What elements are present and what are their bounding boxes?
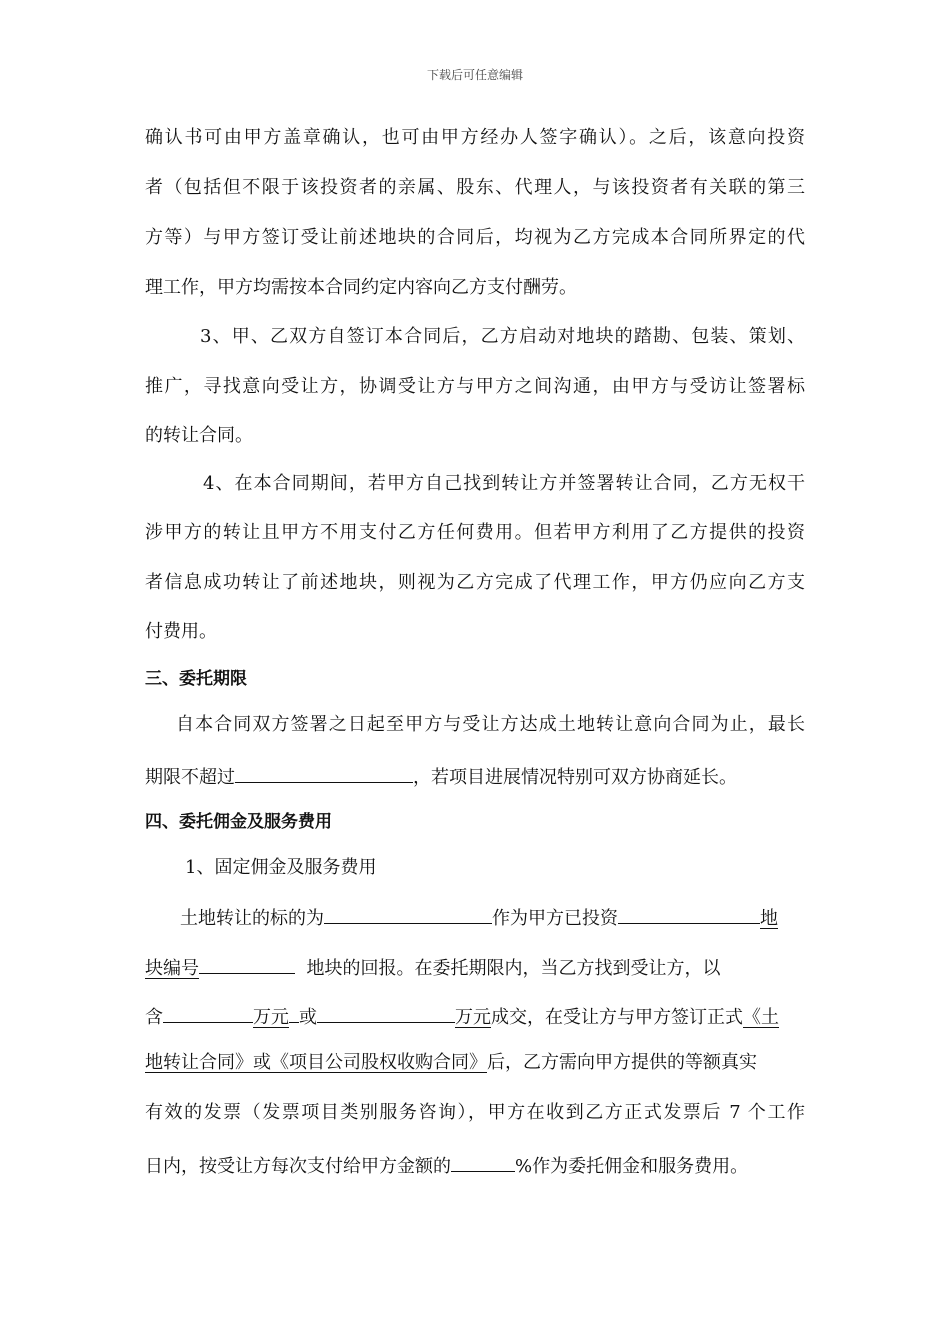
fill-in-blank[interactable] (451, 1151, 515, 1172)
paragraph-line: 确认书可由甲方盖章确认，也可由甲方经办人签字确认）。之后，该意向投资 (145, 127, 805, 148)
paragraph-line (145, 953, 720, 981)
text-segment: %作为委托佣金和服务费用。 (515, 1156, 749, 1177)
text-segment: 日内，按受让方每次支付给甲方金额的 (145, 1156, 451, 1177)
paragraph-line (145, 1002, 779, 1030)
fill-in-blank[interactable] (317, 1002, 455, 1023)
paragraph-line: 有效的发票（发票项目类别服务咨询），甲方在收到乙方正式发票后 7 个工作 (145, 1102, 805, 1123)
paragraph-line: 推广，寻找意向受让方，协调受让方与甲方之间沟通，由甲方与受访让签署标 (145, 376, 805, 397)
paragraph-line: 3、甲、乙双方自签订本合同后，乙方启动对地块的踏勘、包装、策划、 (200, 326, 805, 347)
paragraph-line: 4、在本合同期间，若甲方自己找到转让方并签署转让合同，乙方无权干 (203, 473, 805, 494)
text-segment: 后，乙方需向甲方提供的等额真实 (487, 1052, 757, 1073)
text-segment: 《土 (743, 1007, 779, 1028)
paragraph-line: 1、固定佣金及服务费用 (185, 857, 377, 878)
paragraph-line (145, 762, 737, 790)
text-segment: ，若项目进展情况特别可双方协商延长。 (413, 767, 737, 788)
paragraph-line (180, 903, 778, 931)
paragraph-line: 理工作，甲方均需按本合同约定内容向乙方支付酬劳。 (145, 277, 577, 298)
fill-in-blank[interactable] (163, 1002, 253, 1023)
fill-in-blank[interactable] (199, 953, 295, 974)
fill-in-blank[interactable] (289, 1002, 299, 1023)
paragraph-line (145, 1151, 748, 1179)
text-segment: 块编号 (145, 958, 199, 979)
section-heading: 三、委托期限 (145, 669, 247, 689)
page-header: 下载后可任意编辑 (426, 68, 523, 82)
text-segment: 地 (760, 908, 778, 929)
paragraph-line: 付费用。 (145, 621, 217, 642)
text-segment: 或 (299, 1007, 317, 1028)
text-segment: 万元 (253, 1007, 289, 1028)
paragraph-line: 者信息成功转让了前述地块，则视为乙方完成了代理工作，甲方仍应向乙方支 (145, 572, 805, 593)
paragraph-line: 的转让合同。 (145, 425, 253, 446)
text-segment: 含 (145, 1007, 163, 1028)
paragraph-line: 自本合同双方签署之日起至甲方与受让方达成土地转让意向合同为止，最长 (176, 714, 805, 735)
fill-in-blank[interactable] (618, 903, 760, 924)
paragraph-line: 者（包括但不限于该投资者的亲属、股东、代理人，与该投资者有关联的第三 (145, 177, 805, 198)
text-segment: 成交，在受让方与甲方签订正式 (491, 1007, 743, 1028)
paragraph-line (145, 1051, 757, 1075)
text-segment: 地块的回报。在委托期限内，当乙方找到受让方，以 (306, 958, 721, 979)
text-segment: 万元 (455, 1007, 491, 1028)
paragraph-line: 方等）与甲方签订受让前述地块的合同后，均视为乙方完成本合同所界定的代 (145, 227, 805, 248)
paragraph-line: 涉甲方的转让且甲方不用支付乙方任何费用。但若甲方利用了乙方提供的投资 (145, 522, 805, 543)
text-segment: 土地转让的标的为 (180, 908, 324, 929)
section-heading: 四、委托佣金及服务费用 (145, 812, 332, 832)
text-segment: 期限不超过 (145, 767, 235, 788)
text-segment: 地转让合同》或《项目公司股权收购合同》 (145, 1052, 487, 1073)
fill-in-blank[interactable] (235, 762, 413, 783)
text-segment: 作为甲方已投资 (492, 908, 618, 929)
fill-in-blank[interactable] (324, 903, 492, 924)
